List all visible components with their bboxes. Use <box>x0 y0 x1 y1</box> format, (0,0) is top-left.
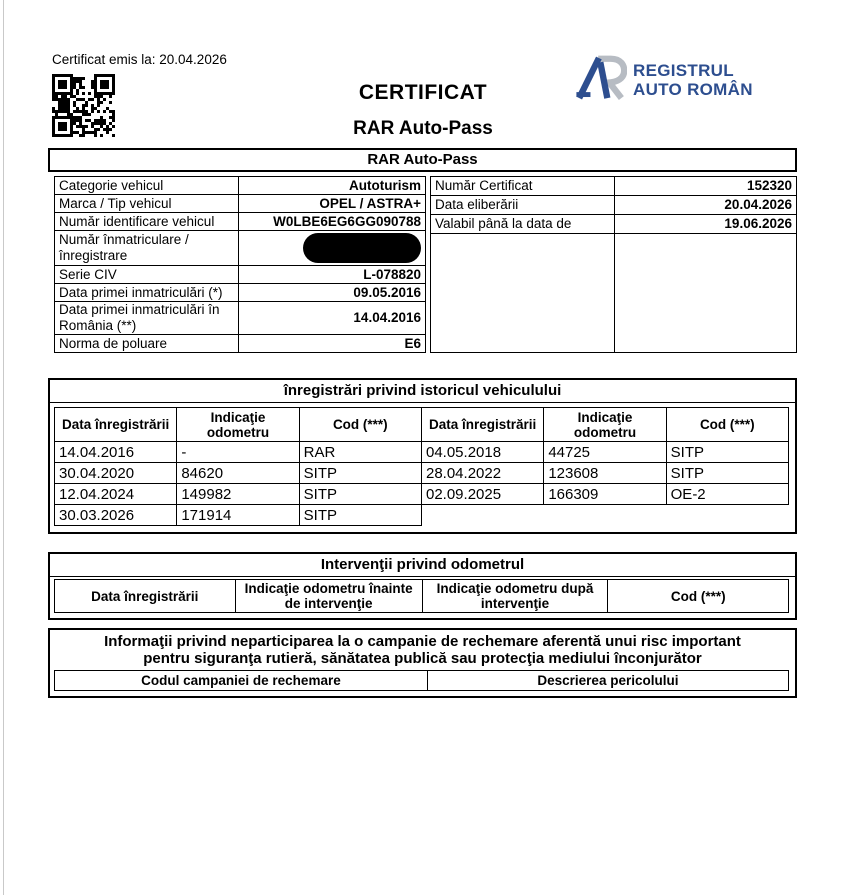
history-body <box>50 403 795 532</box>
header-row <box>55 671 789 691</box>
history-cell: - <box>177 442 299 463</box>
logo-text-line1: REGISTRUL <box>633 60 734 80</box>
document-subtitle: RAR Auto-Pass <box>353 118 493 139</box>
field-label: Marca / Tip vehicul <box>55 195 239 213</box>
column-header: Cod (***) <box>299 408 421 442</box>
table-row <box>55 505 789 526</box>
rar-logo-mark-icon <box>575 46 627 113</box>
empty-cell <box>431 234 615 352</box>
field-value: L-078820 <box>239 266 426 284</box>
table-row <box>55 335 426 353</box>
table-row <box>55 266 426 284</box>
column-header: Indicaţie odometru <box>177 408 299 442</box>
empty-filler <box>431 234 796 352</box>
field-value: W0LBE6EG6GG090788 <box>239 213 426 231</box>
history-cell: 84620 <box>177 463 299 484</box>
history-cell: SITP <box>666 442 788 463</box>
field-value: 09.05.2016 <box>239 284 426 302</box>
history-cell: 166309 <box>544 484 666 505</box>
field-label: Data primei inmatriculări în România (**) <box>55 302 239 335</box>
logo-text-line2: AUTO ROMÂN <box>633 79 753 99</box>
history-cell: 123608 <box>544 463 666 484</box>
history-cell: 30.03.2026 <box>55 505 177 526</box>
rar-logo <box>575 46 753 113</box>
page-edge-line <box>3 0 4 895</box>
history-cell: 04.05.2018 <box>421 442 543 463</box>
table-row <box>55 284 426 302</box>
empty-cell <box>544 505 666 526</box>
table-row <box>431 177 796 196</box>
table-row <box>431 215 796 234</box>
recall-title-line2: pentru siguranţa rutieră, sănătatea publică sau protecţia mediului înconjurător <box>143 650 702 667</box>
header-row <box>55 408 789 442</box>
history-cell: SITP <box>299 463 421 484</box>
field-label: Data primei inmatriculări (*) <box>55 284 239 302</box>
column-header: Indicaţie odometru după intervenţie <box>422 580 608 613</box>
field-value: 20.04.2026 <box>724 197 792 212</box>
empty-cell <box>421 505 543 526</box>
recall-title <box>50 630 795 668</box>
table-row <box>55 231 426 266</box>
table-row <box>55 442 789 463</box>
history-cell: 30.04.2020 <box>55 463 177 484</box>
table-row <box>55 213 426 231</box>
column-header: Data înregistrării <box>421 408 543 442</box>
rar-logo-text <box>633 61 753 99</box>
table-row <box>55 484 789 505</box>
certificate-title-bar: RAR Auto-Pass <box>48 148 797 172</box>
empty-cell <box>615 234 796 352</box>
column-header: Cod (***) <box>666 408 788 442</box>
table-row <box>431 196 796 215</box>
certificate-section <box>48 176 797 353</box>
column-header: Cod (***) <box>608 580 789 613</box>
field-label: Data eliberării <box>431 196 615 214</box>
certificate-info-table <box>430 176 797 353</box>
field-label: Valabil până la data de <box>431 215 615 233</box>
history-cell: RAR <box>299 442 421 463</box>
history-cell: 149982 <box>177 484 299 505</box>
interventions-title: Intervenţii privind odometrul <box>50 554 795 577</box>
history-cell: 14.04.2016 <box>55 442 177 463</box>
field-label: Număr identificare vehicul <box>55 213 239 231</box>
table-row <box>55 177 426 195</box>
interventions-section <box>48 552 797 620</box>
table-row <box>55 195 426 213</box>
field-label: Categorie vehicul <box>55 177 239 195</box>
history-cell: SITP <box>299 484 421 505</box>
recall-title-line1: Informaţii privind neparticiparea la o campanie de rechemare aferentă unui risc important <box>104 633 741 650</box>
interventions-body <box>50 577 795 618</box>
history-cell: SITP <box>299 505 421 526</box>
field-value: 19.06.2026 <box>724 216 792 231</box>
field-value: E6 <box>239 335 426 353</box>
field-value <box>239 231 426 266</box>
recall-section <box>48 628 797 698</box>
column-header: Codul campaniei de rechemare <box>55 671 428 691</box>
field-value: Autoturism <box>239 177 426 195</box>
history-cell: OE-2 <box>666 484 788 505</box>
history-cell: 02.09.2025 <box>421 484 543 505</box>
recall-table <box>54 670 789 691</box>
field-label: Norma de poluare <box>55 335 239 353</box>
table-row <box>55 463 789 484</box>
column-header: Descrierea pericolului <box>427 671 788 691</box>
column-header: Data înregistrării <box>55 408 177 442</box>
field-label: Număr Certificat <box>431 177 615 195</box>
history-section <box>48 378 797 534</box>
issued-date-label: Certificat emis la: 20.04.2026 <box>52 52 227 67</box>
document-title: CERTIFICAT <box>358 81 488 104</box>
redacted-plate <box>303 233 421 263</box>
qr-code-icon <box>52 74 115 137</box>
field-value: 14.04.2016 <box>239 302 426 335</box>
column-header: Indicaţie odometru <box>544 408 666 442</box>
empty-cell <box>666 505 788 526</box>
interventions-table <box>54 579 789 613</box>
field-value: OPEL / ASTRA+ <box>239 195 426 213</box>
column-header: Data înregistrării <box>55 580 236 613</box>
history-cell: SITP <box>666 463 788 484</box>
history-cell: 171914 <box>177 505 299 526</box>
history-cell: 12.04.2024 <box>55 484 177 505</box>
header-row <box>55 580 789 613</box>
field-value: 152320 <box>746 178 792 193</box>
history-title: înregistrări privind istoricul vehiculului <box>50 380 795 403</box>
recall-body <box>50 668 795 696</box>
field-label: Număr înmatriculare / înregistrare <box>55 231 239 266</box>
history-table <box>54 407 789 526</box>
field-label: Serie CIV <box>55 266 239 284</box>
history-cell: 44725 <box>544 442 666 463</box>
column-header: Indicaţie odometru înainte de intervenţie <box>235 580 422 613</box>
vehicle-table <box>54 176 426 353</box>
table-row <box>55 302 426 335</box>
history-cell: 28.04.2022 <box>421 463 543 484</box>
